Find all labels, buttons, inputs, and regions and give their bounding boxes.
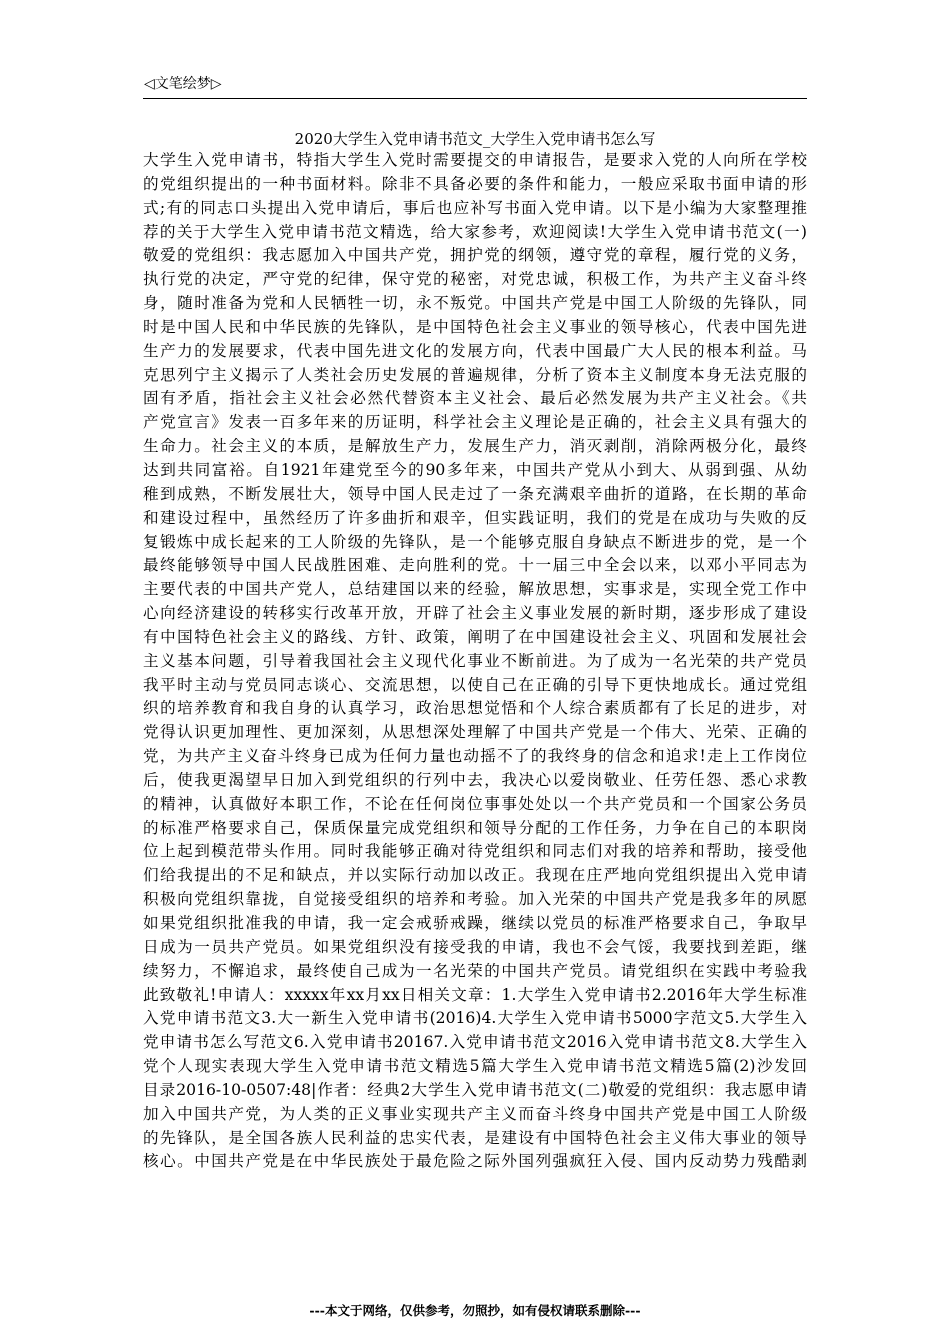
page-footer-disclaimer: ---本文于网络，仅供参考，勿照抄，如有侵权请联系删除--- xyxy=(309,1303,641,1318)
body-text-line: 主义基本问题，引导着我国社会主义现代化事业不断前进。为了成为一名光荣的共产党员 xyxy=(143,651,807,670)
body-text-line: 和建设过程中，虽然经历了许多曲折和艰辛，但实践证明，我们的党是在成功与失败的反 xyxy=(143,508,807,527)
body-text-line: 日成为一员共产党员。如果党组织没有接受我的申请，我也不会气馁，我要找到差距，继 xyxy=(143,937,807,956)
body-text-line: 固有矛盾，指社会主义社会必然代替资本主义社会、最后必然发展为共产主义社会。《共 xyxy=(143,389,807,408)
body-text-line: 后，使我更渴望早日加入到党组织的行列中去，我决心以爱岗敬业、任劳任怨、悉心求教 xyxy=(143,770,807,789)
body-text-line: 主要代表的中国共产党人，总结建国以来的经验，解放思想，实事求是，实现全党工作中 xyxy=(143,580,807,599)
brand-logo-text: ◁文笔绘梦▷ xyxy=(144,76,222,92)
body-text-line: 生命力。社会主义的本质，是解放生产力，发展生产力，消灭剥削，消除两极分化，最终 xyxy=(143,437,807,456)
body-text-line: 的精神，认真做好本职工作，不论在任何岗位事事处处以一个共产党员和一个国家公务员 xyxy=(143,794,807,813)
body-text-line: 此致敬礼!申请人：xxxxx年xx月xx日相关文章：1.大学生入党申请书2.2016年大学生标准 xyxy=(143,985,807,1004)
body-text-line: 积极向党组织靠拢，自觉接受组织的培养和考验。加入光荣的中国共产党是我多年的夙愿 xyxy=(143,890,807,909)
body-text-line: 们给我提出的不足和缺点，并以实际行动加以改正。我现在庄严地向党组织提出入党申请 xyxy=(143,866,807,885)
body-text-line: 式;有的同志口头提出入党申请后，事后也应补写书面入党申请。以下是小编为大家整理推 xyxy=(143,198,807,217)
body-text-line: 大学生入党申请书，特指大学生入党时需要提交的申请报告，是要求入党的人向所在学校 xyxy=(143,151,807,169)
body-text-line: 身，随时准备为党和人民牺牲一切，永不叛党。中国共产党是中国工人阶级的先锋队，同 xyxy=(143,294,807,313)
body-text-line: 荐的关于大学生入党申请书范文精选，给大家参考，欢迎阅读!大学生入党申请书范文(一) xyxy=(143,222,807,241)
body-text-line: 生产力的发展要求，代表中国先进文化的发展方向，代表中国最广大人民的根本利益。马 xyxy=(143,341,807,360)
body-text-line: 党，为共产主义奋斗终身已成为任何力量也动摇不了的我终身的信念和追求!走上工作岗位 xyxy=(143,747,807,766)
body-text-line: 党申请书怎么写范文6.入党申请书20167.入党申请书范文2016入党申请书范文8.大学生入 xyxy=(143,1033,807,1052)
body-text-line: 续努力，不懈追求，最终使自己成为一名光荣的中国共产党员。请党组织在实践中考验我 xyxy=(143,961,807,980)
body-text-line: 执行党的决定，严守党的纪律，保守党的秘密，对党忠诚，积极工作，为共产主义奋斗终 xyxy=(143,270,807,289)
body-text-line: 我平时主动与党员同志谈心、交流思想，以使自己在正确的引导下更快地成长。通过党组 xyxy=(143,675,807,694)
body-text-line: 位上起到模范带头作用。同时我能够正确对待党组织和同志们对我的培养和帮助，接受他 xyxy=(143,842,807,861)
body-text-line: 产党宣言》发表一百多年来的历证明，科学社会主义理论是正确的，社会主义具有强大的 xyxy=(143,413,807,432)
page-header xyxy=(143,72,807,99)
body-text-line: 稚到成熟，不断发展壮大，领导中国人民走过了一条充满艰辛曲折的道路，在长期的革命 xyxy=(143,484,807,503)
document-body xyxy=(143,149,807,1174)
body-text-line: 目录2016-10-0507:48|作者：经典2大学生入党申请书范文(二)敬爱的党组织：我志愿申请 xyxy=(143,1080,807,1099)
body-text-line: 的标准严格要求自己，保质保量完成党组织和领导分配的工作任务，力争在自己的本职岗 xyxy=(143,818,807,837)
body-text-line: 如果党组织批准我的申请，我一定会戒骄戒躁，继续以党员的标准严格要求自己，争取早 xyxy=(143,914,807,932)
body-text-line: 最终能够领导中国人民战胜困难、走向胜利的党。十一届三中全会以来，以邓小平同志为 xyxy=(143,556,807,575)
body-text-line: 的先锋队，是全国各族人民利益的忠实代表，是建设有中国特色社会主义伟大事业的领导 xyxy=(143,1128,807,1147)
body-text-line: 的党组织提出的一种书面材料。除非不具备必要的条件和能力，一般应采取书面申请的形 xyxy=(143,174,807,193)
body-text-line: 心向经济建设的转移实行改革开放，开辟了社会主义事业发展的新时期，逐步形成了建设 xyxy=(143,604,807,623)
body-text-line: 党得认识更加理性、更加深刻，从思想深处理解了中国共产党是一个伟大、光荣、正确的 xyxy=(143,723,807,742)
body-text-line: 党个人现实表现大学生入党申请书范文精选5篇大学生入党申请书范文精选5篇(2)沙发回 xyxy=(143,1057,807,1076)
body-text-line: 克思列宁主义揭示了人类社会历史发展的普遍规律，分析了资本主义制度本身无法克服的 xyxy=(143,365,807,384)
body-text-line: 复锻炼中成长起来的工人阶级的先锋队，是一个能够克服自身缺点不断进步的党，是一个 xyxy=(143,532,807,551)
body-text-line: 有中国特色社会主义的路线、方针、政策，阐明了在中国建设社会主义、巩固和发展社会 xyxy=(143,627,807,646)
body-text-line: 织的培养教育和我自身的认真学习，政治思想觉悟和个人综合素质都有了长足的进步，对 xyxy=(143,699,807,718)
body-text-line: 核心。中国共产党是在中华民族处于最危险之际外国列强疯狂入侵、国内反动势力残酷剥 xyxy=(143,1152,807,1171)
body-text-line: 时是中国人民和中华民族的先锋队，是中国特色社会主义事业的领导核心，代表中国先进 xyxy=(143,317,807,336)
body-text-line: 敬爱的党组织：我志愿加入中国共产党，拥护党的纲领，遵守党的章程，履行党的义务， xyxy=(143,246,807,265)
body-text-line: 达到共同富裕。自1921年建党至今的90多年来，中国共产党从小到大、从弱到强、从幼 xyxy=(143,460,807,479)
body-text-line: 加入中国共产党，为人类的正义事业实现共产主义而奋斗终身中国共产党是中国工人阶级 xyxy=(143,1104,807,1123)
document-title: 2020大学生入党申请书范文_大学生入党申请书怎么写 xyxy=(294,130,656,148)
body-text-line: 入党申请书范文3.大一新生入党申请书(2016)4.大学生入党申请书5000字范文5.大学生入 xyxy=(143,1009,807,1028)
